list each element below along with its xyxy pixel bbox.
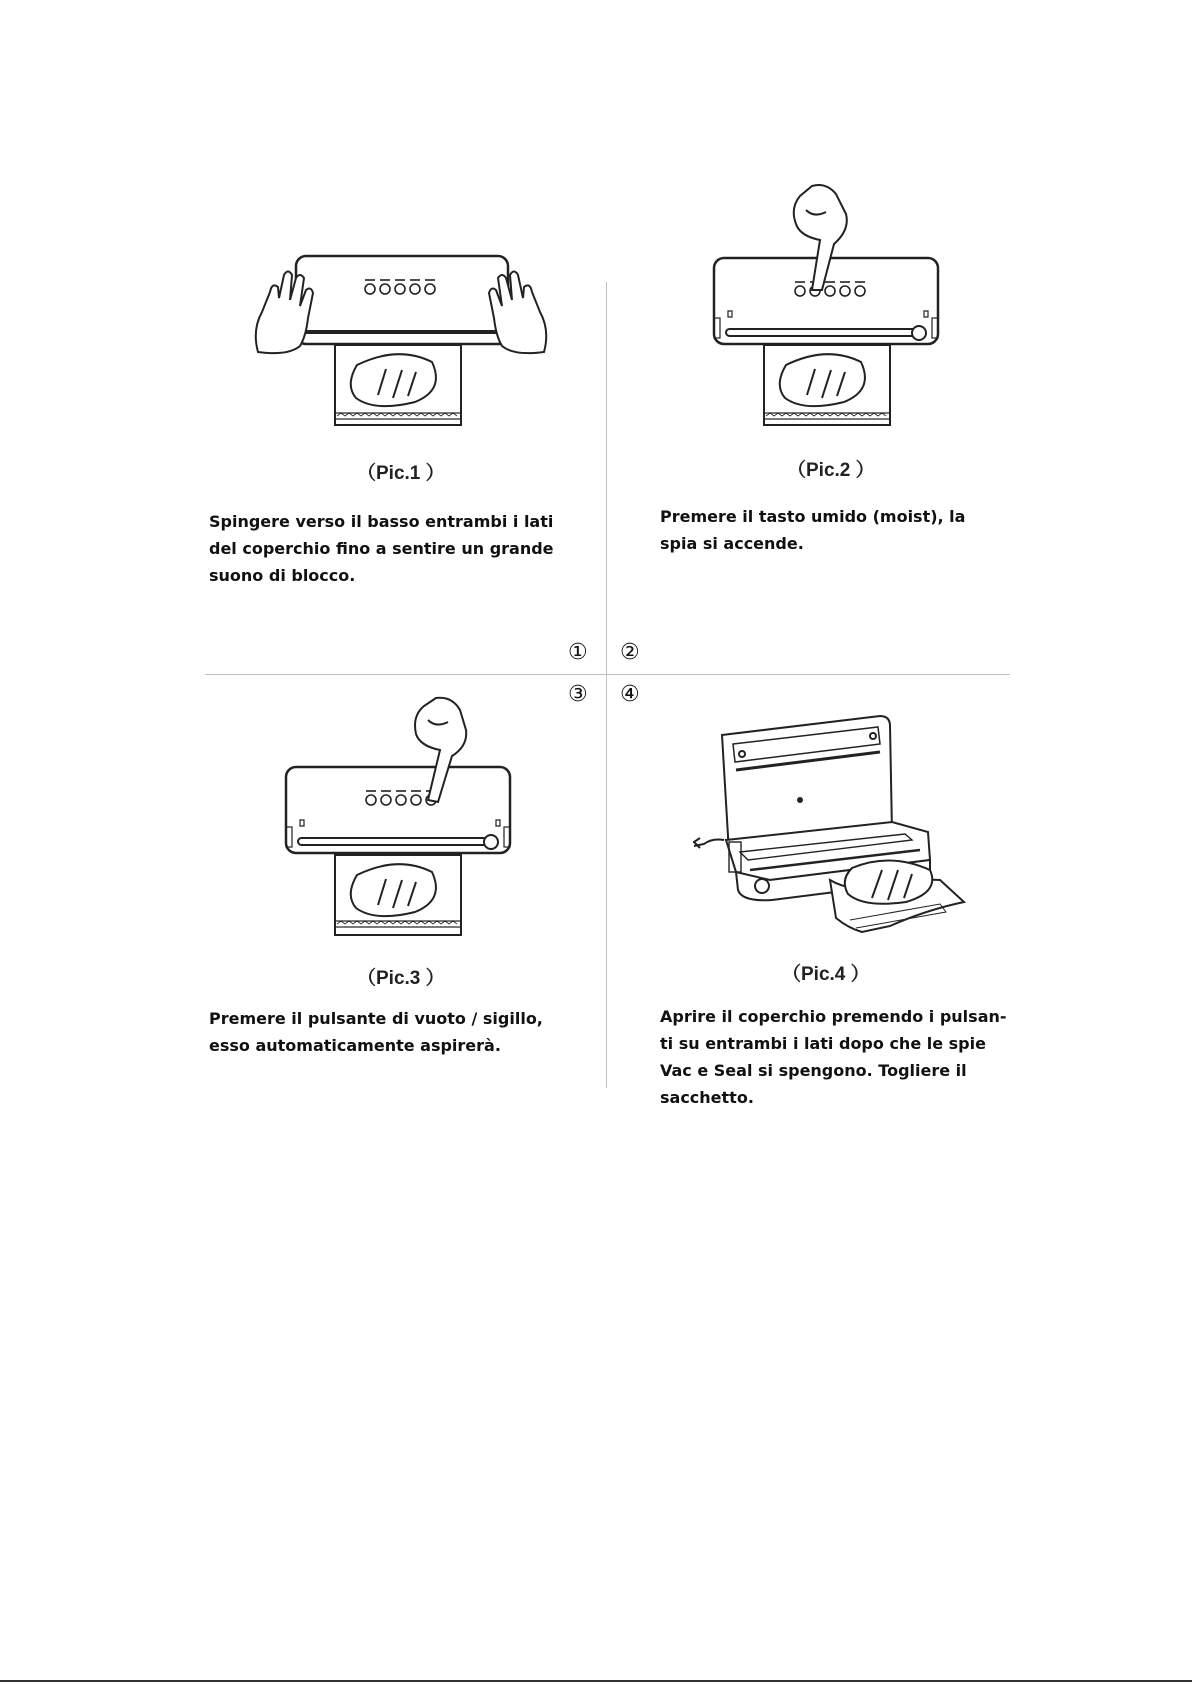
instruction-line: spia si accende. — [660, 534, 804, 553]
pic1-instruction — [209, 508, 589, 589]
pic3-instruction — [209, 1005, 589, 1059]
instruction-line: del coperchio fino a sentire un grande — [209, 539, 554, 558]
instruction-line: Premere il tasto umido (moist), la — [660, 507, 966, 526]
instruction-line: Vac e Seal si spengono. Togliere il — [660, 1061, 967, 1080]
instruction-line: sacchetto. — [660, 1088, 754, 1107]
step-number-1: ① — [568, 640, 588, 665]
instruction-line: Premere il pulsante di vuoto / sigillo, — [209, 1009, 543, 1028]
instruction-line: ti su entrambi i lati dopo che le spie — [660, 1034, 986, 1053]
instruction-line: Aprire il coperchio premendo i pulsan- — [660, 1007, 1007, 1026]
instruction-line: esso automaticamente aspirerà. — [209, 1036, 501, 1055]
step-number-4: ④ — [620, 682, 640, 707]
pic1-caption: （Pic.1 ） — [357, 463, 445, 484]
pic2-caption: （Pic.2 ） — [787, 460, 875, 481]
page-bottom-rule — [0, 1680, 1192, 1682]
pic4-instruction — [660, 1003, 1020, 1111]
pic4-caption: （Pic.4 ） — [782, 964, 870, 985]
step-number-3: ③ — [568, 682, 588, 707]
pic3-caption: （Pic.3 ） — [357, 968, 445, 989]
instruction-line: suono di blocco. — [209, 566, 356, 585]
instruction-line: Spingere verso il basso entrambi i lati — [209, 512, 554, 531]
pic2-instruction — [660, 503, 1020, 557]
step-number-2: ② — [620, 640, 640, 665]
